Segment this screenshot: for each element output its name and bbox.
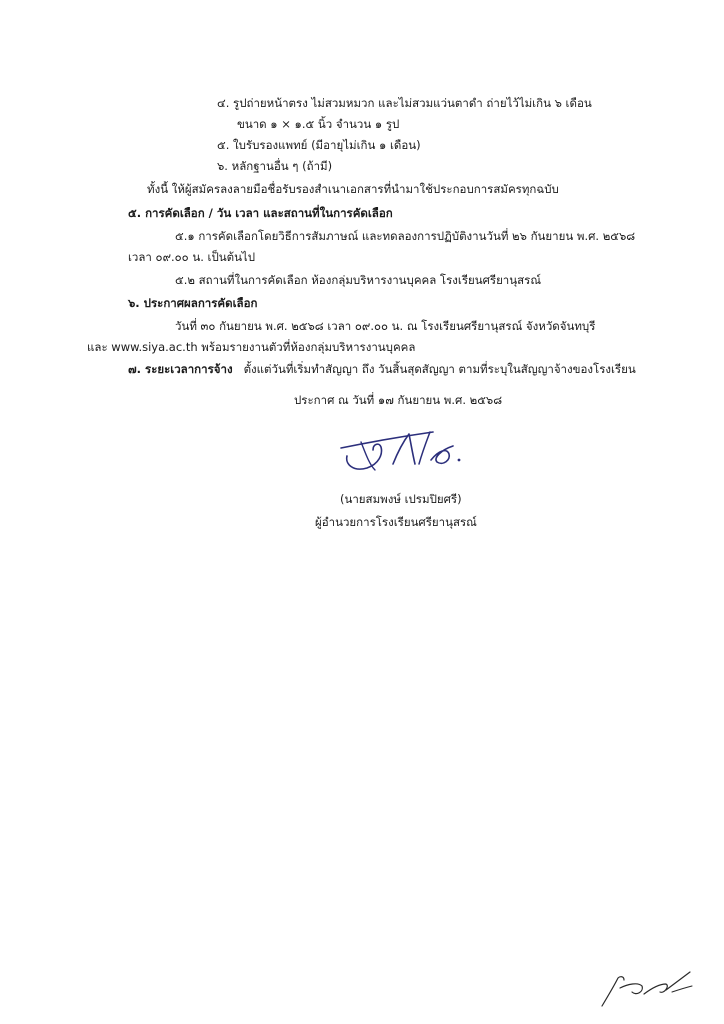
section-5-2: ๕.๒ สถานที่ในการคัดเลือก ห้องกลุ่มบริหารงานบุคคล โรงเรียนศรียานุสรณ์ [175, 273, 541, 287]
announce-date: ประกาศ ณ วันที่ ๑๗ กันยายน พ.ศ. ๒๕๖๘ [294, 393, 503, 407]
signatory-name: (นายสมพงษ์ เปรมปิยศรี) [340, 492, 462, 506]
requirement-5: ๕. ใบรับรองแพทย์ (มีอายุไม่เกิน ๑ เดือน) [217, 138, 421, 152]
section-6-heading: ๖. ประกาศผลการคัดเลือก [128, 296, 258, 310]
signature-image [335, 420, 485, 478]
section-5-1-line2: เวลา ๐๙.๐๐ น. เป็นต้นไป [128, 250, 256, 264]
section-7-heading: ๗. ระยะเวลาการจ้าง [128, 362, 233, 376]
signatory-title: ผู้อำนวยการโรงเรียนศรียานุสรณ์ [315, 515, 477, 529]
section-6-line2: และ www.siya.ac.th พร้อมรายงานตัวที่ห้องกลุ่มบริหารงานบุคคล [87, 340, 416, 354]
initials-signature-image [598, 968, 698, 1012]
certify-note: ทั้งนี้ ให้ผู้สมัครลงลายมือชื่อรับรองสำเนาเอกสารที่นำมาใช้ประกอบการสมัครทุกฉบับ [147, 182, 559, 196]
requirement-4: ๔. รูปถ่ายหน้าตรง ไม่สวมหมวก และไม่สวมแว่นตาดำ ถ่ายไว้ไม่เกิน ๖ เดือน [217, 96, 592, 110]
section-5-heading: ๕. การคัดเลือก / วัน เวลา และสถานที่ในการคัดเลือก [128, 206, 393, 220]
requirement-4-size: ขนาด ๑ × ๑.๕ นิ้ว จำนวน ๑ รูป [237, 117, 400, 131]
section-5-1-line1: ๕.๑ การคัดเลือกโดยวิธีการสัมภาษณ์ และทดลองการปฏิบัติงานวันที่ ๒๖ กันยายน พ.ศ. ๒๕๖๘ [175, 229, 636, 243]
section-6-line1: วันที่ ๓๐ กันยายน พ.ศ. ๒๕๖๘ เวลา ๐๙.๐๐ น. ณ โรงเรียนศรียานุสรณ์ จังหวัดจันทบุรี [175, 319, 596, 333]
requirement-6: ๖. หลักฐานอื่น ๆ (ถ้ามี) [217, 159, 333, 173]
section-7 [128, 361, 636, 377]
section-7-text: ตั้งแต่วันที่เริ่มทำสัญญา ถึง วันสิ้นสุดสัญญา ตามที่ระบุในสัญญาจ้างของโรงเรียน [243, 362, 636, 376]
